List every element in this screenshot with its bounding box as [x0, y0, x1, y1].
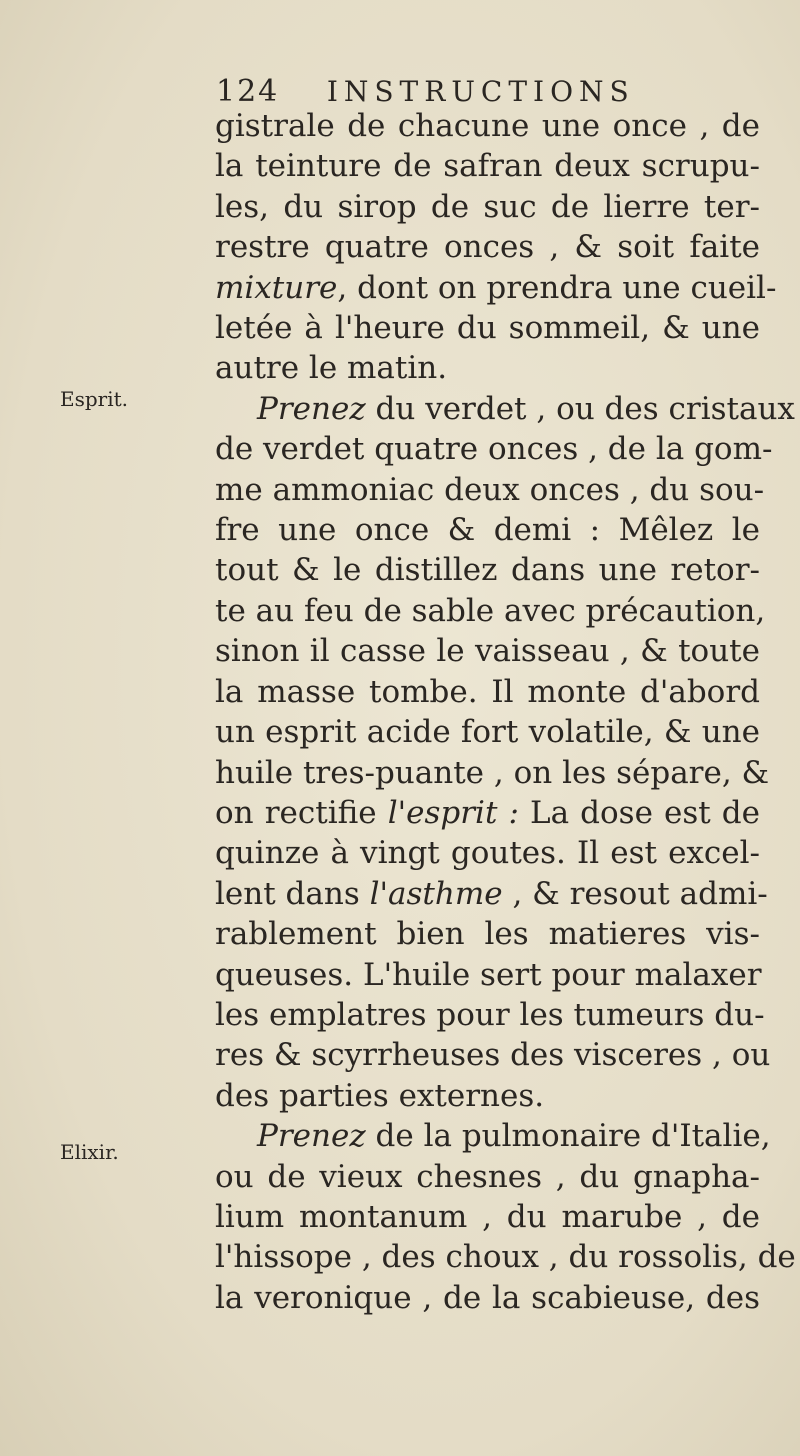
- text-line: [215, 1237, 796, 1277]
- body-text: [215, 106, 796, 1318]
- italic-word: Prenez: [257, 390, 366, 427]
- text-line: [215, 631, 760, 671]
- line-text: la teinture de safran deux scrupu-: [215, 148, 760, 185]
- line-text: gistrale de chacune une once , de: [215, 108, 760, 144]
- line-text: fre une once & demi : Mêlez le: [215, 512, 760, 549]
- margin-note-elixir: Elixir.: [60, 1140, 119, 1164]
- running-title: INSTRUCTIONS: [326, 75, 635, 108]
- running-header: [216, 74, 756, 109]
- line-text: autre le matin.: [215, 350, 448, 387]
- line-text: du verdet , ou des cristaux: [365, 390, 795, 427]
- text-line: [215, 712, 760, 752]
- line-text: des parties externes.: [215, 1077, 545, 1114]
- text-line: [215, 1116, 771, 1156]
- line-text: restre quatre onces , & soit faite: [215, 229, 760, 266]
- text-line: [215, 187, 760, 227]
- line-text: quinze à vingt goutes. Il est excel-: [215, 835, 760, 872]
- text-line: [215, 429, 773, 469]
- line-text: res & scyrrheuses des visceres , ou: [215, 1037, 771, 1074]
- text-line: [215, 672, 760, 712]
- text-line: [215, 550, 760, 590]
- text-line: [215, 348, 760, 388]
- text-line: [215, 1157, 760, 1197]
- text-line: [215, 955, 760, 995]
- line-text: on rectifie: [215, 794, 388, 831]
- text-line: [215, 308, 760, 348]
- italic-word: Prenez: [257, 1118, 366, 1155]
- line-text: , dont on prendra une cueil-: [337, 269, 777, 306]
- text-line: [215, 1278, 760, 1318]
- text-line: [215, 874, 768, 914]
- text-line: [215, 1197, 760, 1237]
- text-line: [215, 995, 765, 1035]
- line-text: l'hissope , des choux , du rossolis, de: [215, 1239, 796, 1276]
- line-text: huile tres-puante , on les sépare, &: [215, 754, 770, 791]
- line-text: sinon il casse le vaisseau , & toute: [215, 633, 760, 670]
- line-text: les emplatres pour les tumeurs du-: [215, 996, 765, 1033]
- line-text: de la pulmonaire d'Italie,: [365, 1118, 771, 1155]
- line-text: la masse tombe. Il monte d'abord: [215, 673, 760, 710]
- line-text: un esprit acide fort volatile, & une: [215, 714, 760, 751]
- italic-word: l'esprit :: [387, 794, 519, 831]
- text-line: [215, 389, 795, 429]
- text-line: [215, 793, 760, 833]
- line-text-cont: La dose est de: [518, 794, 760, 831]
- line-text-cont: , & resout admi-: [502, 875, 768, 912]
- line-text: les, du sirop de suc de lierre ter-: [215, 188, 760, 225]
- line-text: la veronique , de la scabieuse, des: [215, 1279, 760, 1316]
- italic-word: l'asthme: [369, 875, 503, 912]
- line-text: lium montanum , du marube , de: [215, 1198, 760, 1235]
- line-text: de verdet quatre onces , de la gom-: [215, 431, 773, 468]
- line-text: me ammoniac deux onces , du sou-: [215, 471, 765, 508]
- text-line: [215, 470, 765, 510]
- page-number: 124: [216, 74, 280, 109]
- line-text: tout & le distillez dans une retor-: [215, 552, 760, 589]
- text-line: [215, 268, 777, 308]
- text-line: [215, 1076, 760, 1116]
- line-text: queuses. L'huile sert pour malaxer: [215, 956, 762, 993]
- text-line: [215, 227, 760, 267]
- text-line: [215, 914, 760, 954]
- italic-word: mixture: [215, 269, 338, 306]
- line-text: te au feu de sable avec précaution,: [215, 592, 766, 629]
- text-line: [215, 833, 760, 873]
- line-text: lent dans: [215, 875, 370, 912]
- text-line: [215, 591, 766, 631]
- text-line: [215, 146, 760, 186]
- text-line: [215, 510, 760, 550]
- text-line: [215, 1035, 771, 1075]
- line-text: letée à l'heure du sommeil, & une: [215, 310, 760, 347]
- line-text: rablement bien les matieres vis-: [215, 916, 760, 953]
- text-line: [215, 106, 760, 146]
- text-line: [215, 753, 770, 793]
- line-text: ou de vieux chesnes , du gnapha-: [215, 1158, 760, 1195]
- margin-note-esprit: Esprit.: [60, 387, 129, 411]
